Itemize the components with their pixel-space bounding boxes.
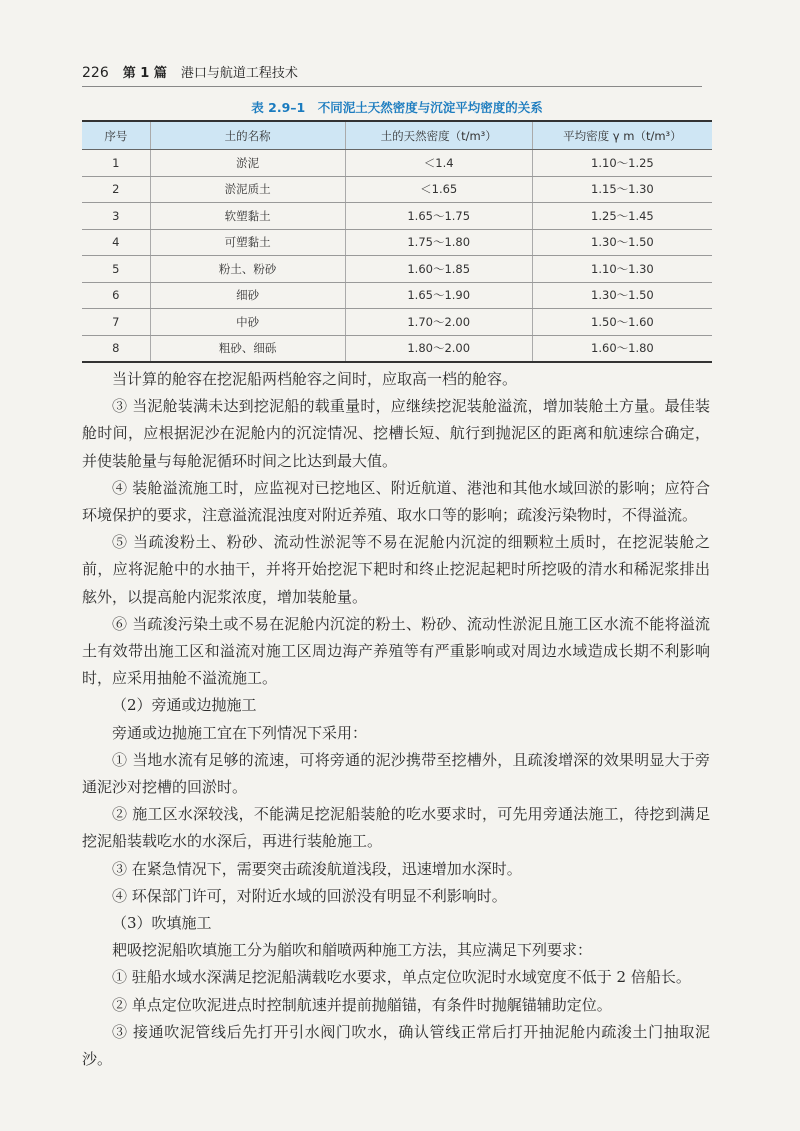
cell-soil-name: 粉土、粉砂 [150, 256, 345, 283]
part-title: 港口与航道工程技术 [180, 66, 298, 81]
table-row [82, 256, 712, 283]
paragraph: 旁通或边抛施工宜在下列情况下采用： [112, 723, 368, 742]
header-divider [82, 86, 702, 87]
cell-soil-name: 可塑黏土 [150, 229, 345, 256]
cell-soil-name: 粗砂、细砾 [150, 335, 345, 362]
paragraph: ② 施工区水深较浅，不能满足挖泥船装舱的吃水要求时，可先用旁通法施工，待挖到满足挖泥船装载吃水的水深后，再进行装舱施工。 [82, 805, 710, 851]
table-row [82, 229, 712, 256]
cell-soil-name: 淤泥质土 [150, 176, 345, 203]
cell-average-density: 1.10～1.25 [532, 150, 712, 177]
cell-index: 2 [82, 176, 150, 203]
cell-natural-density: 1.70～2.00 [345, 309, 532, 336]
column-header-natural-density: 土的天然密度（t/m³） [345, 121, 532, 150]
paragraph: ③ 当泥舱装满未达到挖泥船的载重量时，应继续挖泥装舱溢流，增加装舱土方量。最佳装舱时间，应根据泥沙在泥舱内的沉淀情况、挖槽长短、航行到抛泥区的距离和航速综合确定，并使装舱量与每舱泥循环时间之比达到最大值。 [82, 397, 710, 470]
cell-index: 1 [82, 150, 150, 177]
table-row [82, 203, 712, 230]
paragraph: ② 单点定位吹泥进点时控制航速并提前抛艏锚，有条件时抛艉锚辅助定位。 [112, 995, 612, 1014]
paragraph: ④ 环保部门许可，对附近水域的回淤没有明显不利影响时。 [112, 886, 507, 905]
column-header-index: 序号 [82, 121, 150, 150]
paragraph: ⑤ 当疏浚粉土、粉砂、流动性淤泥等不易在泥舱内沉淀的细颗粒土质时，在挖泥装舱之前，应将泥舱中的水抽干，并将开始挖泥下耙时和终止挖泥起耙时所挖吸的清水和稀泥浆排出舷外，以提高舱内泥浆浓度，增加装舱量。 [82, 533, 710, 606]
cell-soil-name: 细砂 [150, 282, 345, 309]
cell-index: 6 [82, 282, 150, 309]
paragraph: ① 驻船水域水深满足挖泥船满载吃水要求，单点定位吹泥时水域宽度不低于 2 倍船长。 [112, 968, 691, 987]
table-row [82, 309, 712, 336]
cell-index: 3 [82, 203, 150, 230]
density-table [82, 120, 712, 363]
cell-index: 4 [82, 229, 150, 256]
paragraph: 当计算的舱容在挖泥船两档舱容之间时，应取高一档的舱容。 [112, 370, 518, 388]
table-caption: 表 2.9–1 不同泥土天然密度与沉淀平均密度的关系 [251, 100, 543, 115]
table-header-row [82, 121, 712, 150]
page-header [82, 62, 298, 81]
cell-average-density: 1.50～1.60 [532, 309, 712, 336]
paragraph: ③ 在紧急情况下，需要突击疏浚航道浅段，迅速增加水深时。 [112, 859, 522, 878]
body-text [82, 366, 710, 1073]
cell-natural-density: 1.65～1.75 [345, 203, 532, 230]
cell-average-density: 1.15～1.30 [532, 176, 712, 203]
cell-soil-name: 淤泥 [150, 150, 345, 177]
cell-average-density: 1.30～1.50 [532, 229, 712, 256]
paragraph: ③ 接通吹泥管线后先打开引水阀门吹水，确认管线正常后打开抽泥舱内疏浚土门抽取泥沙。 [82, 1022, 710, 1069]
column-header-soil-name: 土的名称 [150, 121, 345, 150]
paragraph: ① 当地水流有足够的流速，可将旁通的泥沙携带至挖槽外，且疏浚增深的效果明显大于旁通泥沙对挖槽的回淤时。 [82, 750, 710, 797]
section-heading: （3）吹填施工 [112, 914, 212, 933]
cell-average-density: 1.60～1.80 [532, 335, 712, 362]
table-row [82, 150, 712, 177]
page-number: 226 [82, 65, 109, 81]
cell-index: 5 [82, 256, 150, 283]
cell-index: 7 [82, 309, 150, 336]
cell-natural-density: ＜1.4 [345, 150, 532, 177]
table-row [82, 335, 712, 362]
cell-natural-density: 1.65～1.90 [345, 282, 532, 309]
paragraph: ④ 装舱溢流施工时，应监视对已挖地区、附近航道、港池和其他水域回淤的影响；应符合环境保护的要求，注意溢流混浊度对附近养殖、取水口等的影响；疏浚污染物时，不得溢流。 [82, 478, 710, 525]
column-header-average-density: 平均密度 γ m（t/m³） [532, 121, 712, 150]
cell-soil-name: 软塑黏土 [150, 203, 345, 230]
cell-average-density: 1.25～1.45 [532, 203, 712, 230]
table-row [82, 282, 712, 309]
part-label: 第 1 篇 [122, 66, 167, 81]
paragraph: ⑥ 当疏浚污染土或不易在泥舱内沉淀的粉土、粉砂、流动性淤泥且施工区水流不能将溢流土有效带出施工区和溢流对施工区周边海产养殖等有严重影响或对周边水域造成长期不利影响时，应采用抽舱不溢流施工。 [82, 614, 710, 688]
table-row [82, 176, 712, 203]
cell-natural-density: 1.75～1.80 [345, 229, 532, 256]
cell-index: 8 [82, 335, 150, 362]
cell-natural-density: 1.60～1.85 [345, 256, 532, 283]
cell-average-density: 1.10～1.30 [532, 256, 712, 283]
section-heading: （2）旁通或边抛施工 [112, 696, 257, 715]
cell-average-density: 1.30～1.50 [532, 282, 712, 309]
cell-natural-density: 1.80～2.00 [345, 335, 532, 362]
cell-soil-name: 中砂 [150, 309, 345, 336]
cell-natural-density: ＜1.65 [345, 176, 532, 203]
paragraph: 耙吸挖泥船吹填施工分为艏吹和艏喷两种施工方法，其应满足下列要求： [112, 941, 593, 960]
